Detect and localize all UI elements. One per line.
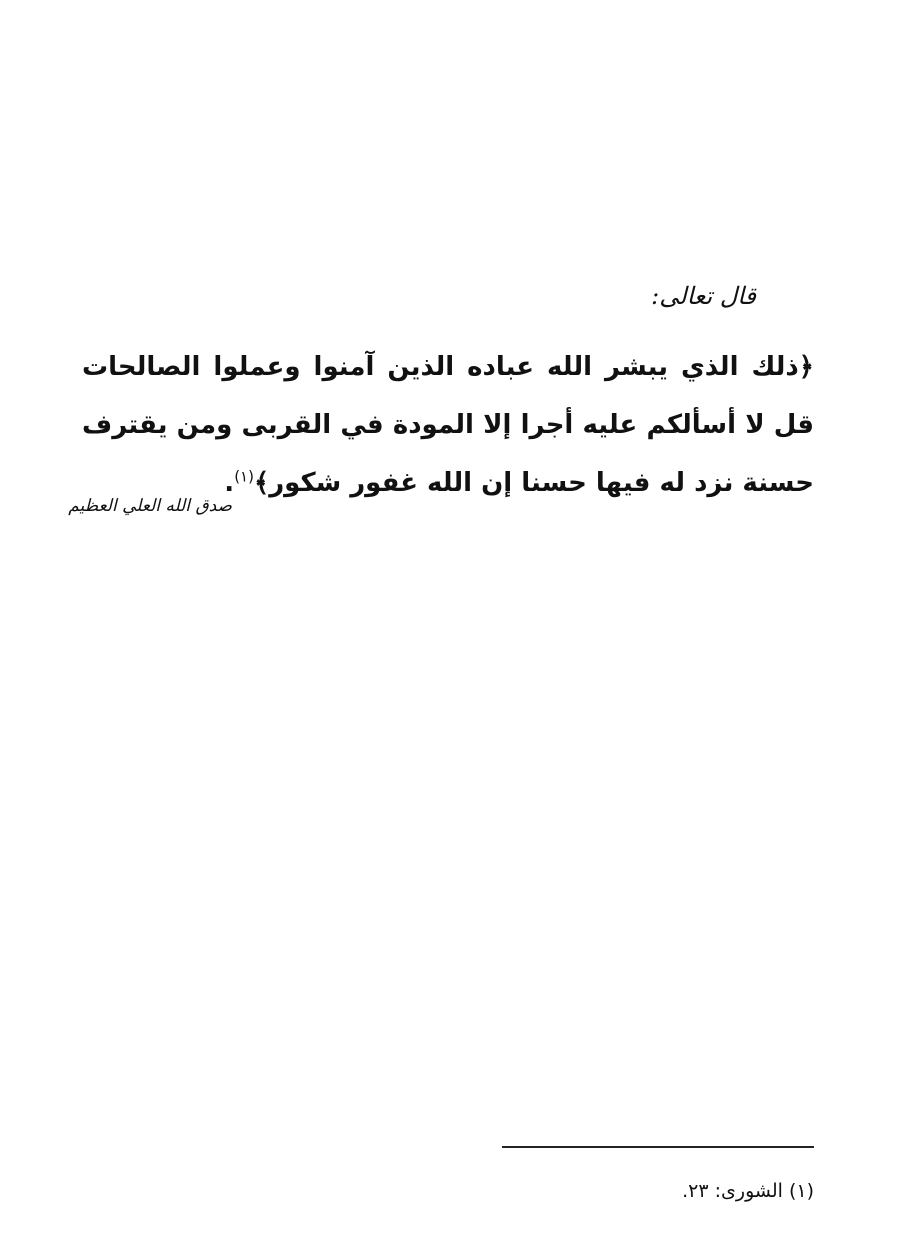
intro-heading: قال تعالى: bbox=[651, 282, 756, 310]
closing-phrase: صدق الله العلي العظيم bbox=[68, 496, 232, 516]
footnote-reference: (١) bbox=[234, 467, 254, 486]
quran-verse bbox=[82, 338, 814, 512]
footnote-separator bbox=[502, 1146, 814, 1148]
verse-end-mark: . bbox=[224, 468, 235, 498]
verse-text: ﴿ذلك الذي يبشر الله عباده الذين آمنوا وعملوا الصالحات قل لا أسألكم عليه أجرا إلا المودة في القربى ومن يقترف حسنة نزد له فيها حسنا إن الله غفور شكور﴾ bbox=[82, 352, 814, 498]
footnote: (١) الشورى: ٢٣. bbox=[682, 1180, 814, 1202]
